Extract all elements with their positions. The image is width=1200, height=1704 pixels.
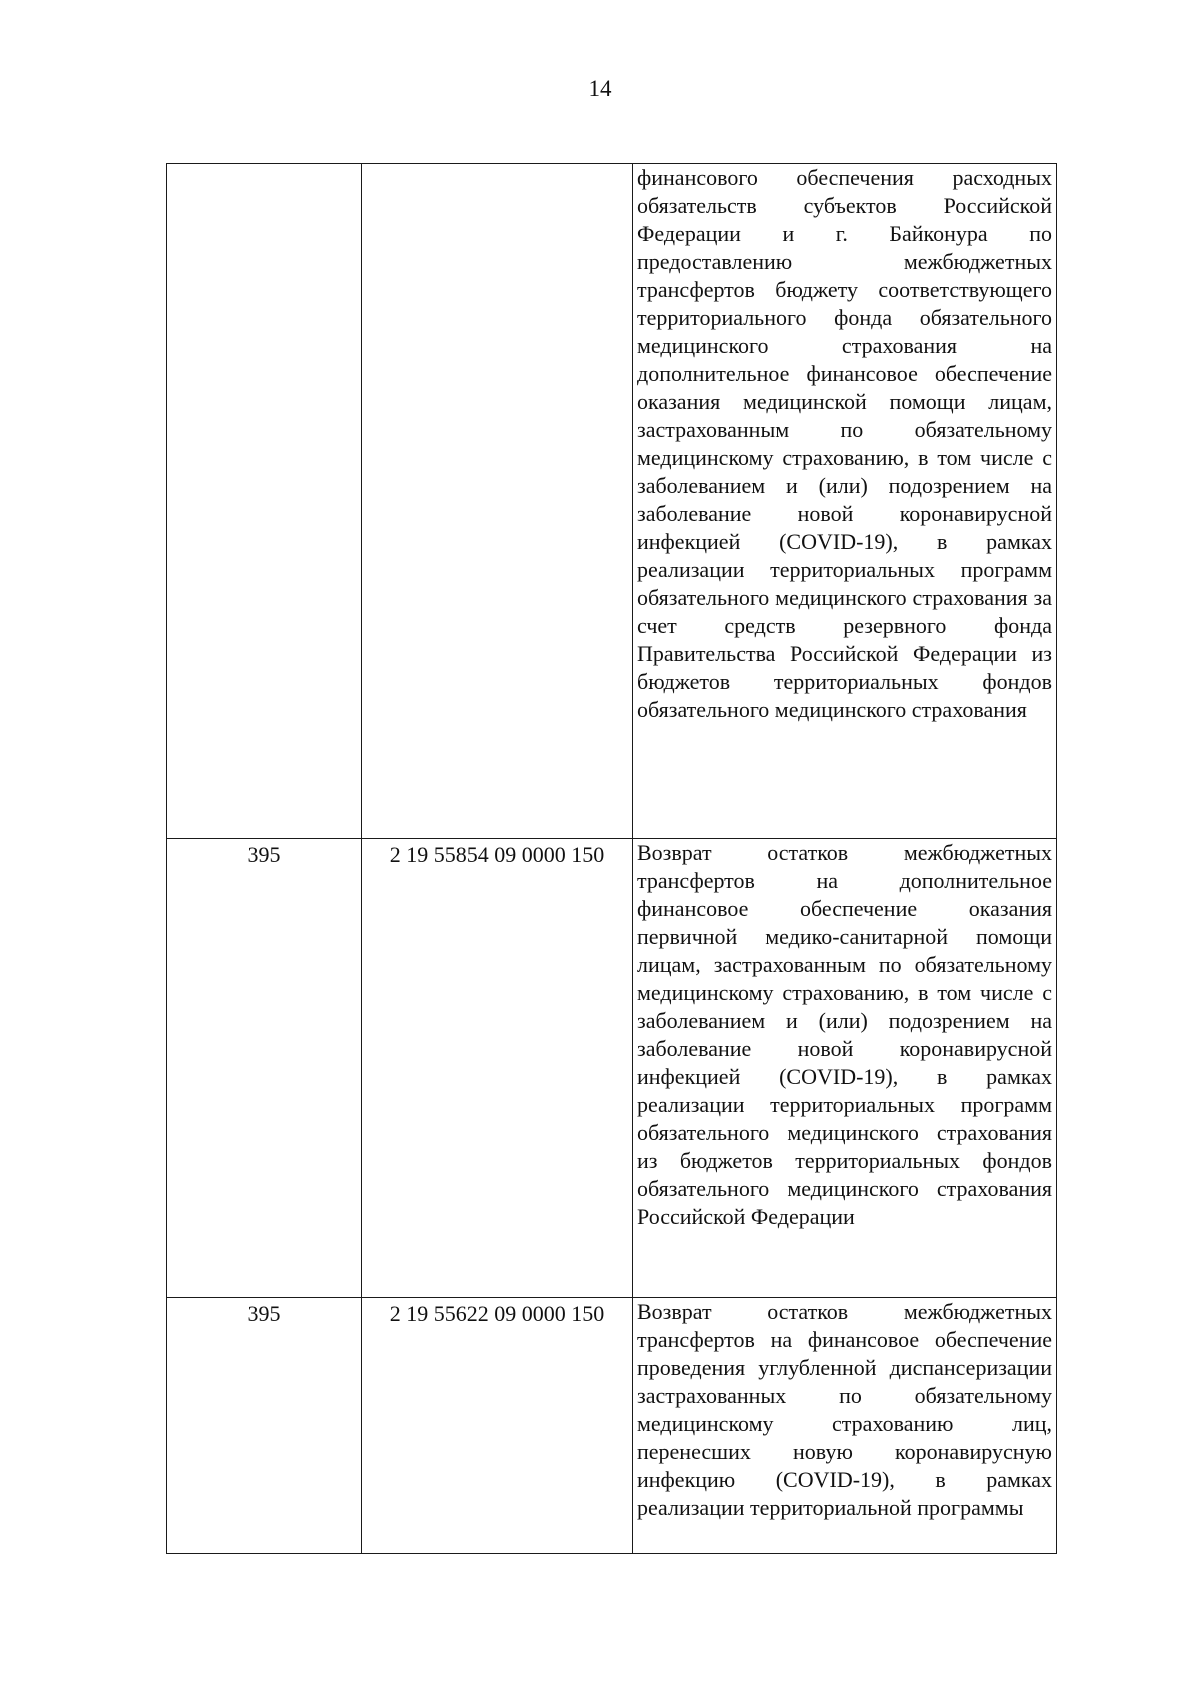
- kbk-cell: 2 19 55854 09 0000 150: [362, 839, 633, 1298]
- description-cell: финансового обеспечения расходных обязательств субъектов Российской Федерации и г. Байконура по предоставлению межбюджетных трансфертов бюджету соответствующего территориального фонда обязательного медицинского страхования на дополнительное финансовое обеспечение оказания медицинской помощи лицам, застрахованным по обязательному медицинскому страхованию, в том числе с заболеванием и (или) подозрением на заболевание новой коронавирусной инфекцией (COVID-19), в рамках реализации территориальных программ обязательного медицинского страхования за счет средств резервного фонда Правительства Российской Федерации из бюджетов территориальных фондов обязательного медицинского страхования: [633, 164, 1057, 839]
- page-number: 14: [588, 76, 612, 101]
- kbk-cell: [362, 164, 633, 839]
- kbk-cell: 2 19 55622 09 0000 150: [362, 1298, 633, 1554]
- admin-code-cell: [167, 164, 362, 839]
- table-row: [167, 839, 1057, 1298]
- budget-codes-table: [166, 163, 1057, 1554]
- table-row: [167, 164, 1057, 839]
- admin-code-cell: 395: [167, 1298, 362, 1554]
- admin-code-cell: 395: [167, 839, 362, 1298]
- description-cell: Возврат остатков межбюджетных трансфертов на финансовое обеспечение проведения углубленной диспансеризации застрахованных по обязательному медицинскому страхованию лиц, перенесших новую коронавирусную инфекцию (COVID-19), в рамках реализации территориальной программы: [633, 1298, 1057, 1554]
- description-cell: Возврат остатков межбюджетных трансфертов на дополнительное финансовое обеспечение оказания первичной медико-санитарной помощи лицам, застрахованным по обязательному медицинскому страхованию, в том числе с заболеванием и (или) подозрением на заболевание новой коронавирусной инфекцией (COVID-19), в рамках реализации территориальных программ обязательного медицинского страхования из бюджетов территориальных фондов обязательного медицинского страхования Российской Федерации: [633, 839, 1057, 1298]
- table-row: [167, 1298, 1057, 1554]
